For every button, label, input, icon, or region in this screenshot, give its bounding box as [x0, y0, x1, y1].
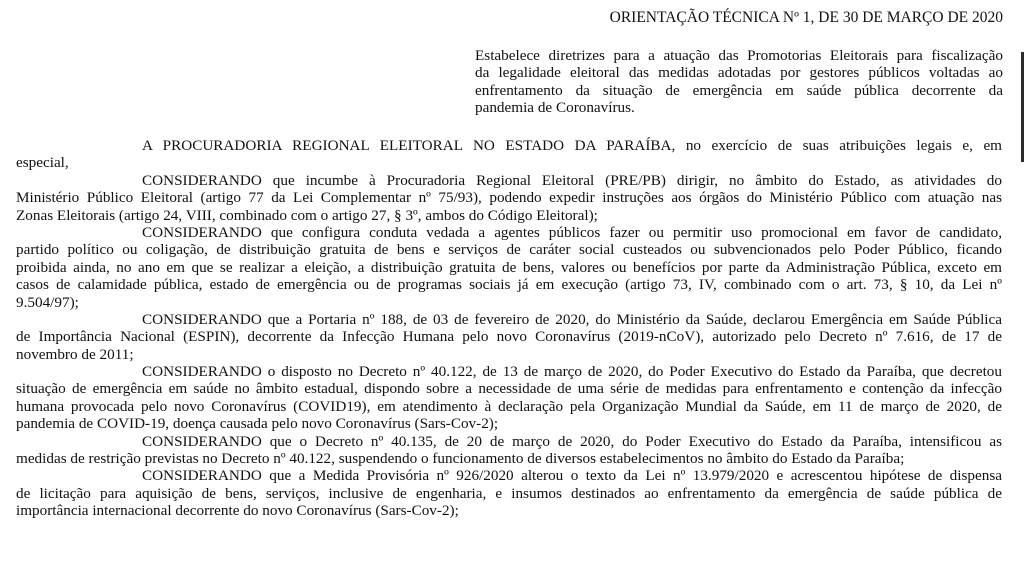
paragraph-line: especial, [16, 154, 69, 172]
paragraph-line: casos de calamidade pública, estado de emergência ou de programas sociais já em execução (artigo 73, IV, combinado com o art. 73, § 10, da Lei nº [16, 276, 1002, 294]
paragraph-line: humana provocada pelo novo Coronavírus (COVID19), em atendimento à declaração pela Organização Mundial da Saúde, em 11 de março de 2020, de [16, 397, 1002, 415]
paragraph-preamble [16, 137, 1002, 172]
paragraph-line: novembro de 2011; [16, 345, 134, 363]
paragraph-line: de licitação para aquisição de bens, serviços, inclusive de engenharia, e insumos destinados ao enfrentamento da emergência de saúde pública de [16, 484, 1002, 502]
paragraph-line: CONSIDERANDO que configura conduta vedada a agentes públicos fazer ou permitir uso promocional em favor de candidato, [142, 223, 1002, 241]
paragraph-line: A PROCURADORIA REGIONAL ELEITORAL NO ESTADO DA PARAÍBA, no exercício de suas atribuições legais e, em [142, 137, 1002, 154]
ementa-line: pandemia de Coronavírus. [475, 99, 635, 117]
paragraph-considerando [16, 467, 1002, 519]
paragraph-line: Ministério Público Eleitoral (artigo 77 da Lei Complementar nº 75/93), podendo expedir instruções aos órgãos do Ministério Público com atuação nas [16, 189, 1002, 207]
paragraph-line: medidas de restrição previstas no Decreto nº 40.122, suspendendo o funcionamento de diversos estabelecimentos no âmbito do Estado da Paraíba; [16, 450, 905, 468]
paragraph-considerando [16, 311, 1002, 363]
paragraph-line: 9.504/97); [16, 293, 79, 311]
ementa-line: Estabelece diretrizes para a atuação das Promotorias Eleitorais para fiscalização [475, 47, 1003, 64]
paragraph-line: pandemia de COVID-19, doença causada pelo novo Coronavírus (Sars-Cov-2); [16, 415, 499, 433]
paragraph-line: CONSIDERANDO que a Portaria nº 188, de 03 de fevereiro de 2020, do Ministério da Saúde, declarou Emergência em Saúde Pública [142, 310, 1002, 328]
ementa-line: da legalidade eleitoral das medidas adotadas por gestores públicos voltadas ao [475, 64, 1003, 82]
paragraph-line: importância internacional decorrente do novo Coronavírus (Sars-Cov-2); [16, 502, 459, 520]
paragraph-considerando [16, 172, 1002, 224]
ementa-block [475, 47, 1003, 117]
paragraph-considerando [16, 433, 1002, 468]
paragraph-line: CONSIDERANDO que o Decreto nº 40.135, de 20 de março de 2020, do Poder Executivo do Estado da Paraíba, intensificou as [142, 432, 1002, 450]
paragraph-line: CONSIDERANDO o disposto no Decreto nº 40.122, de 13 de março de 2020, do Poder Executivo do Estado da Paraíba, que decretou [142, 363, 1002, 381]
document-body [16, 137, 1002, 520]
ementa-line: enfrentamento da situação de emergência em saúde pública decorrente da [475, 81, 1003, 99]
paragraph-line: partido político ou coligação, de distribuição gratuita de bens e serviços de caráter social custeados ou subvencionados pelo Poder Público, ficando [16, 241, 1002, 259]
paragraph-line: proibida ainda, no ano em que se realizar a eleição, a distribuição gratuita de bens, valores ou benefícios por parte da Administração Pública, exceto em [16, 258, 1002, 276]
document-title: ORIENTAÇÃO TÉCNICA Nº 1, DE 30 DE MARÇO DE 2020 [609, 9, 1003, 26]
paragraph-line: de Importância Nacional (ESPIN), decorrente da Infecção Humana pelo novo Coronavírus (2019-nCoV), autorizado pelo Decreto nº 7.616, de 17 de [16, 328, 1002, 346]
paragraph-line: situação de emergência em saúde no âmbito estadual, dispondo sobre a necessidade de uma série de medidas para enfrentamento e contenção da infecção [16, 380, 1002, 398]
paragraph-considerando [16, 363, 1002, 433]
paragraph-line: Zonas Eleitorais (artigo 24, VIII, combinado com o artigo 27, § 3º, ambos do Código Eleitoral); [16, 206, 598, 224]
paragraph-line: CONSIDERANDO que a Medida Provisória nº 926/2020 alterou o texto da Lei nº 13.979/2020 e acrescentou hipótese de dispensa [142, 467, 1002, 485]
paragraph-line: CONSIDERANDO que incumbe à Procuradoria Regional Eleitoral (PRE/PB) dirigir, no âmbito do Estado, as atividades do [142, 171, 1002, 189]
paragraph-considerando [16, 224, 1002, 311]
